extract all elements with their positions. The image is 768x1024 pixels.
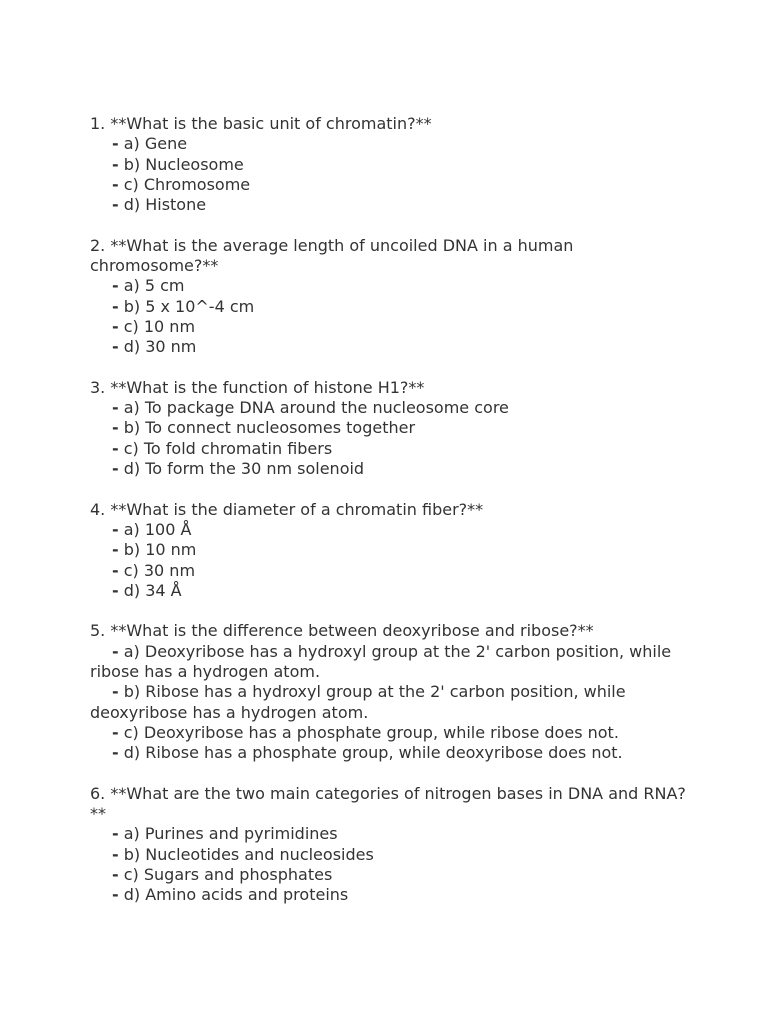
option-text: b) Nucleosome [123, 154, 244, 174]
option-d [90, 743, 690, 763]
option-a [90, 276, 690, 296]
bullet-dash: - [112, 864, 119, 884]
option-text: b) 10 nm [123, 540, 197, 560]
option-b [90, 418, 690, 438]
option-b [90, 540, 690, 560]
option-c [90, 317, 690, 337]
option-text: d) Ribose has a phosphate group, while deoxyribose does not. [123, 743, 623, 763]
bullet-dash: - [112, 316, 119, 336]
bullet-dash: - [112, 337, 119, 357]
option-text: a) 5 cm [123, 276, 185, 296]
option-a [90, 134, 690, 154]
option-d [90, 459, 690, 479]
option-text: b) To connect nucleosomes together [123, 418, 416, 438]
option-d [90, 581, 690, 601]
question-text: 6. **What are the two main categories of nitrogen bases in DNA and RNA?** [90, 783, 686, 824]
option-b [90, 297, 690, 317]
option-a [90, 520, 690, 540]
document-body [90, 114, 690, 926]
bullet-dash: - [112, 885, 119, 905]
bullet-dash: - [112, 641, 119, 661]
question-2 [90, 236, 690, 358]
option-d [90, 337, 690, 357]
option-text: a) To package DNA around the nucleosome core [123, 398, 509, 418]
question-text: 4. **What is the diameter of a chromatin fiber?** [90, 499, 484, 519]
question-5 [90, 621, 690, 763]
option-c [90, 175, 690, 195]
option-b [90, 155, 690, 175]
option-d [90, 885, 690, 905]
bullet-dash: - [112, 195, 119, 215]
question-text: 3. **What is the function of histone H1?** [90, 377, 425, 397]
bullet-dash: - [112, 560, 119, 580]
bullet-dash: - [112, 276, 119, 296]
bullet-dash: - [112, 398, 119, 418]
option-d [90, 195, 690, 215]
option-text: b) Ribose has a hydroxyl group at the 2' carbon position, while deoxyribose has a hydrogen atom. [90, 682, 631, 722]
option-text: c) To fold chromatin fibers [123, 438, 333, 458]
question-text: 5. **What is the difference between deoxyribose and ribose?** [90, 621, 594, 641]
bullet-dash: - [112, 418, 119, 438]
bullet-dash: - [112, 174, 119, 194]
question-3 [90, 378, 690, 479]
option-a [90, 642, 690, 683]
bullet-dash: - [112, 519, 119, 539]
bullet-dash: - [112, 722, 119, 742]
option-text: c) Deoxyribose has a phosphate group, while ribose does not. [123, 722, 619, 742]
bullet-dash: - [112, 682, 119, 702]
bullet-dash: - [112, 154, 119, 174]
question-text: 2. **What is the average length of uncoiled DNA in a human chromosome?** [90, 235, 579, 276]
option-text: d) 34 Å [123, 580, 182, 600]
question-text: 1. **What is the basic unit of chromatin?** [90, 114, 432, 133]
option-text: d) To form the 30 nm solenoid [123, 459, 365, 479]
option-text: c) Chromosome [123, 174, 251, 194]
option-text: c) 10 nm [123, 316, 196, 336]
option-b [90, 682, 690, 723]
option-text: b) Nucleotides and nucleosides [123, 844, 374, 864]
question-4 [90, 500, 690, 601]
option-text: c) Sugars and phosphates [123, 864, 333, 884]
question-1 [90, 114, 690, 215]
option-c [90, 439, 690, 459]
option-text: b) 5 x 10^-4 cm [123, 296, 255, 316]
bullet-dash: - [112, 743, 119, 763]
option-text: a) Purines and pyrimidines [123, 824, 338, 844]
bullet-dash: - [112, 296, 119, 316]
option-text: a) Deoxyribose has a hydroxyl group at the 2' carbon position, while ribose has a hydrogen atom. [90, 641, 677, 682]
bullet-dash: - [112, 824, 119, 844]
option-text: d) 30 nm [123, 337, 197, 357]
option-c [90, 865, 690, 885]
bullet-dash: - [112, 459, 119, 479]
bullet-dash: - [112, 580, 119, 600]
option-c [90, 561, 690, 581]
option-text: d) Amino acids and proteins [123, 885, 349, 905]
bullet-dash: - [112, 134, 119, 154]
option-a [90, 398, 690, 418]
option-c [90, 723, 690, 743]
option-a [90, 824, 690, 844]
bullet-dash: - [112, 540, 119, 560]
option-text: d) Histone [123, 195, 207, 215]
bullet-dash: - [112, 438, 119, 458]
option-text: c) 30 nm [123, 560, 196, 580]
bullet-dash: - [112, 844, 119, 864]
option-text: a) Gene [123, 134, 188, 154]
question-6 [90, 784, 690, 906]
option-b [90, 845, 690, 865]
option-text: a) 100 Å [123, 519, 192, 539]
